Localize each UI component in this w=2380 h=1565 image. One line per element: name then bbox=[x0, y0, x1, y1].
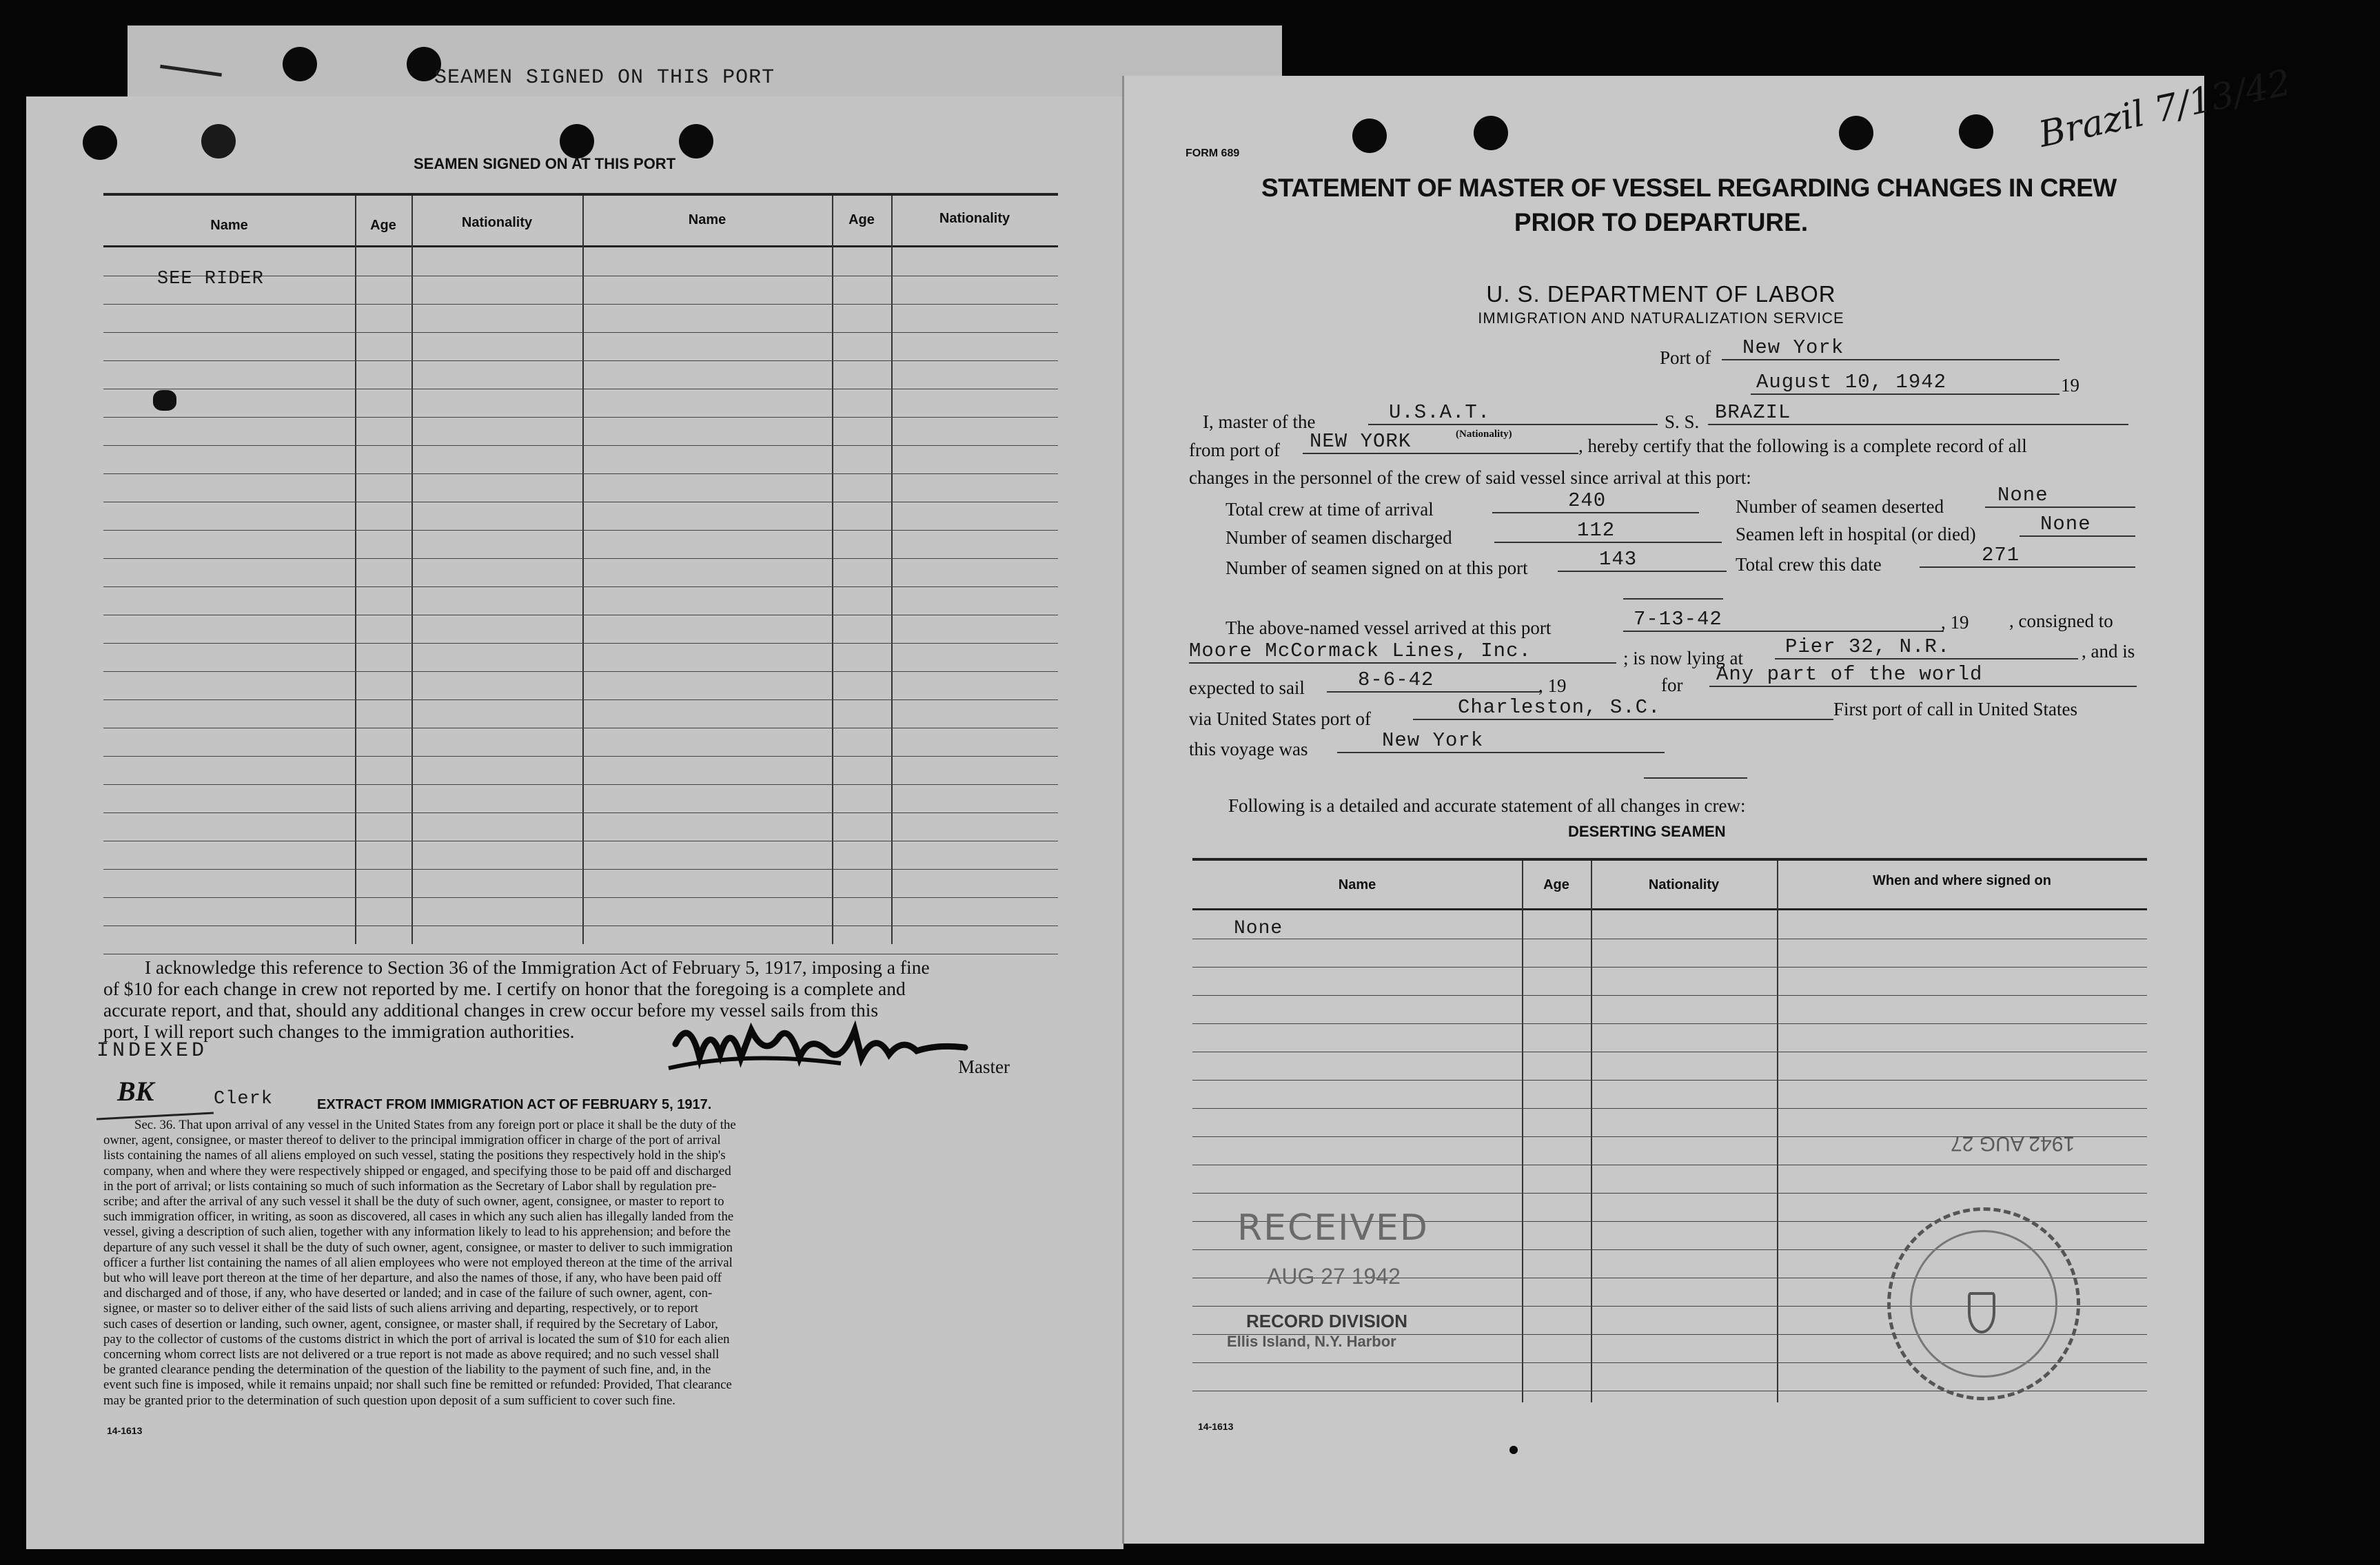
statement-title: STATEMENT OF MASTER OF VESSEL REGARDING CHANGES IN CREW bbox=[1261, 174, 2117, 202]
punch-dot bbox=[1509, 1446, 1518, 1454]
master-signature bbox=[662, 1003, 999, 1078]
statement-subtitle: PRIOR TO DEPARTURE. bbox=[1514, 208, 1809, 236]
header-when-where: When and where signed on bbox=[1873, 873, 2051, 888]
header-name: Name bbox=[1338, 877, 1376, 892]
table-row bbox=[103, 756, 1058, 757]
form-number: FORM 689 bbox=[1186, 147, 1240, 159]
deserted-value: None bbox=[1985, 484, 2135, 508]
indexed-stamp: INDEXED bbox=[96, 1039, 208, 1063]
master-of-value: U.S.A.T. bbox=[1368, 401, 1658, 425]
table-row bbox=[103, 671, 1058, 672]
header-nationality: Nationality bbox=[1648, 877, 1720, 892]
header-age-2: Age bbox=[848, 212, 875, 227]
divider bbox=[1644, 777, 1747, 779]
expected-suffix: , 19 bbox=[1538, 675, 1567, 696]
header-age: Age bbox=[1543, 877, 1569, 892]
left-page-title: SEAMEN SIGNED ON AT THIS PORT bbox=[414, 155, 676, 172]
table-row bbox=[103, 586, 1058, 587]
following-text: Following is a detailed and accurate statement of all changes in crew: bbox=[1228, 795, 1746, 816]
table-row bbox=[103, 897, 1058, 898]
total-crew-date-value: 271 bbox=[1920, 544, 2135, 568]
received-stamp-location: Ellis Island, N.Y. Harbor bbox=[1227, 1333, 1396, 1350]
extract-text: Sec. 36. That upon arrival of any vessel in the United States from any foreign port or place it shall be the duty of the owner, agent, consignee, or master thereof to deliver to the principal immigration officer in charge of the port of arrival lists containing the names of all aliens employed on such vessel, stating the positions they respectively hold in the ship's company, when and where they were respectively shipped or engaged, and specifying those to be paid off and discharged in the port of arrival; or lists containing so much of such information as the Secretary of Labor shall by regulation pre- scribe; and after the arrival of any such vessel it shall be the duty of such owner, agent, consignee, or master to report to such immigration officer, in writing, as soon as discovered, all cases in which any such alien has illegally landed from the vessel, giving a description of such alien, together with any information likely to lead to his apprehension; and before the departure of any such vessel it shall be the duty of such owner, agent, consignee, or master to deliver to such immigration officer a further list containing the names of all alien employees who were not employed thereon at the time of the arrival but who will leave port thereon at the time of her departure, and also the names of those, if any, who have been paid off and discharged and of those, if any, who have deserted or landed; and in case of the failure of such owner, agent, con- signee, or master so to deliver either of the said lists of such aliens arriving and departing, respectively, or to report such cases of desertion or landing, such owner, agent, consignee, or master shall, if required by the Secretary of Labor, pay to the collector of customs of the customs district in which the port of arrival is located the sum of $10 for each alien concerning whom correct lists are not delivered or a true report is not made as above required; and no such vessel shall be granted clearance pending the determination of the question of the liability to the payment of such fine, and, in the event such fine is imposed, while it remains unpaid; nor shall such fine be remitted or refunded: Provided, That clearance may be granted prior to the determination of such question upon deposit of a sum sufficient to cover such fine. bbox=[103, 1118, 736, 1408]
discharged-value: 112 bbox=[1494, 519, 1722, 543]
deserted-label: Number of seamen deserted bbox=[1736, 496, 1944, 517]
punch-hole bbox=[1352, 119, 1387, 153]
handwritten-note: Brazil 7/13/42 bbox=[2035, 62, 2295, 156]
changes-text: changes in the personnel of the crew of said vessel since arrival at this port: bbox=[1189, 467, 1751, 488]
punch-hole bbox=[83, 125, 117, 160]
table-row bbox=[1192, 1108, 2147, 1109]
for-label: for bbox=[1661, 675, 1683, 695]
discharged-label: Number of seamen discharged bbox=[1225, 527, 1452, 548]
table-row bbox=[103, 445, 1058, 446]
punch-hole bbox=[201, 124, 236, 158]
voyage-value: New York bbox=[1337, 729, 1665, 753]
see-rider-entry: SEE RIDER bbox=[157, 269, 264, 289]
punch-hole bbox=[679, 124, 713, 158]
consignee-value: Moore McCormack Lines, Inc. bbox=[1189, 640, 1616, 664]
left-form-code: 14-1613 bbox=[107, 1425, 143, 1436]
port-of-value: New York bbox=[1722, 336, 2059, 360]
punch-hole bbox=[1474, 116, 1508, 150]
table-row bbox=[103, 473, 1058, 474]
table-row bbox=[103, 417, 1058, 418]
lying-label: ; is now lying at bbox=[1623, 648, 1743, 668]
punch-hole bbox=[1959, 114, 1993, 149]
divider bbox=[1623, 598, 1723, 600]
table-row bbox=[1192, 1080, 2147, 1081]
total-crew-date-label: Total crew this date bbox=[1736, 554, 1882, 575]
and-is-text: , and is bbox=[2082, 641, 2135, 662]
arrived-value: 7-13-42 bbox=[1623, 608, 1944, 632]
date-suffix: 19 bbox=[2061, 375, 2079, 396]
service: IMMIGRATION AND NATURALIZATION SERVICE bbox=[1478, 309, 1844, 327]
header-name-2: Name bbox=[688, 212, 726, 227]
table-row bbox=[1192, 995, 2147, 996]
ss-value: BRAZIL bbox=[1708, 401, 2128, 425]
table-row bbox=[1192, 1023, 2147, 1024]
clerk-label: Clerk bbox=[214, 1089, 274, 1109]
table-row bbox=[103, 643, 1058, 644]
via-label: via United States port of bbox=[1189, 708, 1371, 729]
table-row bbox=[103, 869, 1058, 870]
punch-hole bbox=[1839, 116, 1873, 150]
signed-on-label: Number of seamen signed on at this port bbox=[1225, 558, 1528, 578]
rotated-date-stamp: 1942 AUG 27 bbox=[1951, 1132, 2075, 1155]
consigned-label: , consigned to bbox=[2009, 611, 2113, 631]
from-port-label: from port of bbox=[1189, 440, 1280, 460]
seamen-signed-on-table bbox=[103, 193, 1058, 944]
ink-blot bbox=[153, 390, 176, 411]
punch-hole bbox=[283, 47, 317, 81]
table-row bbox=[103, 812, 1058, 813]
right-form-code: 14-1613 bbox=[1198, 1421, 1234, 1432]
acknowledgement-text: I acknowledge this reference to Section 36 of the Immigration Act of February 5, 1917, imposing a fine of $10 for each change in crew not reported by me. I certify on honor that the foregoing is a complete and accurate report, and that, should any additional changes in crew occur before my vessel sails from this port, I will report such changes to the immigration authorities. bbox=[103, 957, 930, 1042]
table-row bbox=[1192, 1193, 2147, 1194]
received-stamp-date: AUG 27 1942 bbox=[1267, 1264, 1401, 1289]
table-row bbox=[103, 925, 1058, 926]
header-nationality-2: Nationality bbox=[939, 211, 1010, 226]
table-row bbox=[103, 332, 1058, 333]
total-crew-arrival-label: Total crew at time of arrival bbox=[1225, 499, 1434, 520]
table-row bbox=[103, 360, 1058, 361]
master-of-label: I, master of the bbox=[1203, 411, 1316, 432]
date-value: August 10, 1942 bbox=[1751, 371, 2059, 395]
voyage-label: this voyage was bbox=[1189, 739, 1308, 759]
expected-value: 8-6-42 bbox=[1327, 668, 1540, 693]
nationality-label: (Nationality) bbox=[1456, 429, 1512, 440]
signed-on-value: 143 bbox=[1558, 548, 1727, 572]
table-row bbox=[1192, 967, 2147, 968]
table-row bbox=[103, 304, 1058, 305]
punch-hole bbox=[560, 124, 594, 158]
clerk-initials: BK bbox=[117, 1076, 154, 1107]
total-crew-arrival-value: 240 bbox=[1492, 489, 1699, 513]
for-value: Any part of the world bbox=[1709, 663, 2137, 687]
circular-stamp bbox=[1887, 1207, 2080, 1400]
header-age: Age bbox=[370, 218, 396, 233]
extract-title: EXTRACT FROM IMMIGRATION ACT OF FEBRUARY 5, 1917. bbox=[317, 1097, 712, 1112]
arrived-suffix: , 19 bbox=[1941, 612, 1969, 633]
certify-text: , hereby certify that the following is a complete record of all bbox=[1578, 436, 2027, 456]
deserting-none-entry: None bbox=[1234, 918, 1283, 939]
hospital-label: Seamen left in hospital (or died) bbox=[1736, 524, 1976, 544]
header-name: Name bbox=[210, 218, 248, 233]
arrived-label: The above-named vessel arrived at this port bbox=[1225, 617, 1552, 638]
table-row bbox=[103, 558, 1058, 559]
first-port-label: First port of call in United States bbox=[1833, 699, 2077, 719]
header-nationality: Nationality bbox=[461, 215, 533, 230]
hospital-value: None bbox=[2020, 513, 2135, 537]
lying-value: Pier 32, N.R. bbox=[1775, 635, 2078, 659]
deserting-title: DESERTING SEAMEN bbox=[1568, 823, 1726, 840]
table-row bbox=[103, 530, 1058, 531]
back-sheet-title: SEAMEN SIGNED ON THIS PORT bbox=[434, 66, 775, 90]
received-stamp-division: RECORD DIVISION bbox=[1246, 1311, 1408, 1331]
from-port-value: NEW YORK bbox=[1303, 430, 1578, 454]
table-row bbox=[103, 699, 1058, 700]
port-of-label: Port of bbox=[1660, 347, 1711, 368]
department: U. S. DEPARTMENT OF LABOR bbox=[1486, 281, 1836, 307]
master-label: Master bbox=[958, 1056, 1010, 1077]
via-value: Charleston, S.C. bbox=[1413, 696, 1833, 720]
ss-label: S. S. bbox=[1665, 411, 1700, 432]
table-row bbox=[103, 784, 1058, 785]
expected-label: expected to sail bbox=[1189, 677, 1305, 698]
received-stamp-title: RECEIVED bbox=[1237, 1207, 1429, 1249]
